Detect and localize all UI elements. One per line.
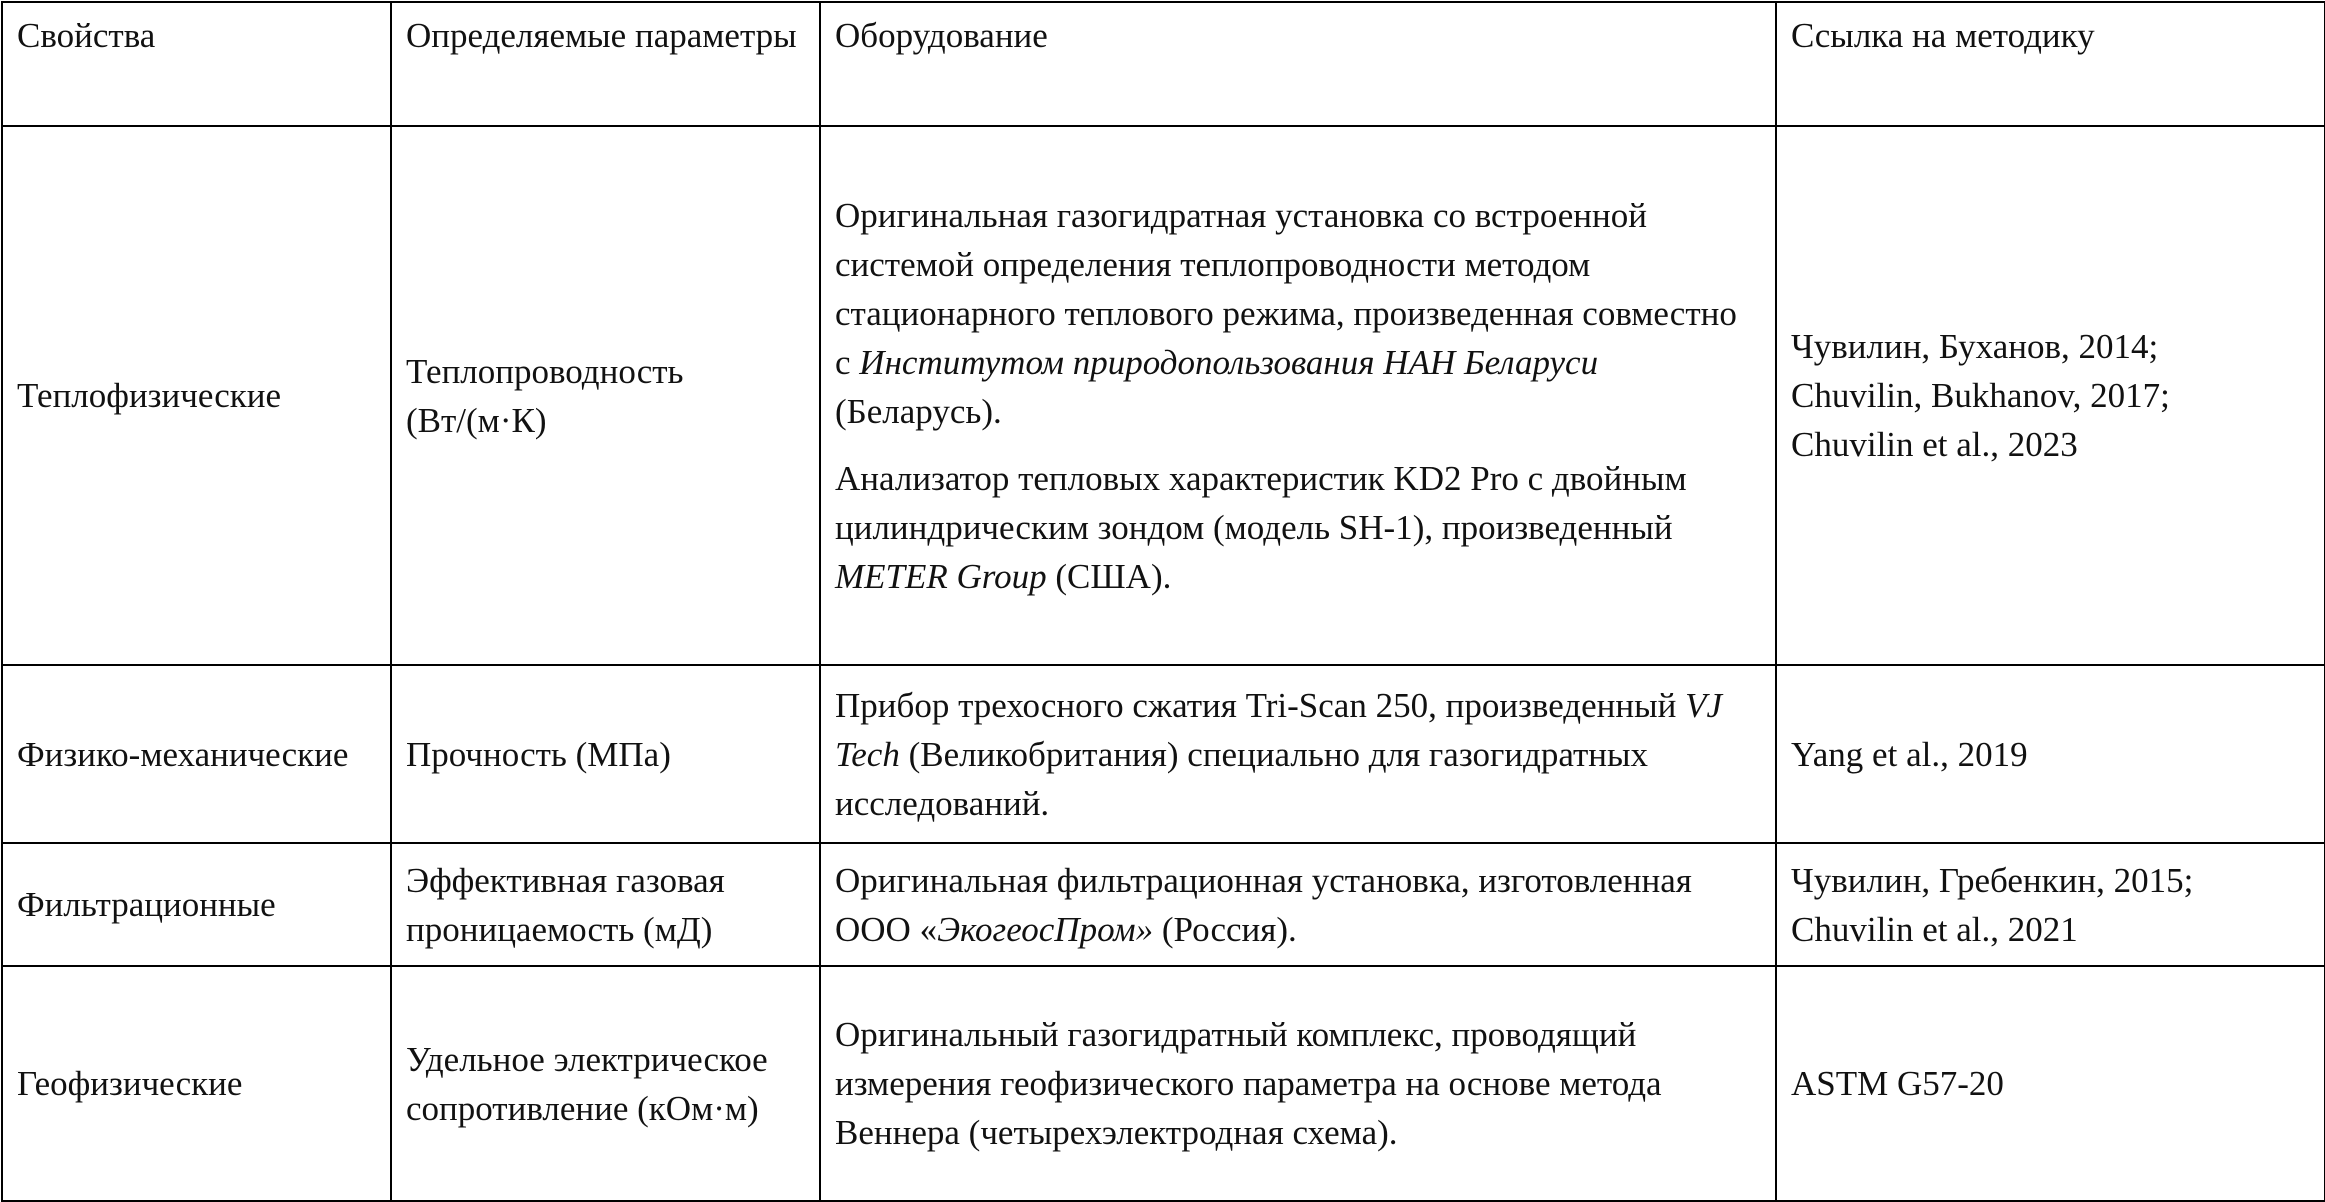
equipment-cell bbox=[820, 126, 1776, 665]
table-row bbox=[2, 665, 2325, 843]
equipment-text: (Беларусь). bbox=[835, 391, 1002, 431]
equipment-text: (Великобритания) специально для газогидратных исследований. bbox=[835, 734, 1649, 823]
reference-cell bbox=[1776, 843, 2325, 966]
equipment-text: (Россия). bbox=[1153, 909, 1297, 949]
property-cell: Теплофизические bbox=[2, 126, 391, 665]
header-parameters: Определяемые параметры bbox=[391, 2, 820, 126]
property-cell: Геофизические bbox=[2, 966, 391, 1201]
reference-line: Чувилин, Буханов, 2014; bbox=[1791, 327, 2159, 366]
reference-line: Чувилин, Гребенкин, 2015; bbox=[1791, 860, 2194, 900]
equipment-paragraph bbox=[835, 191, 1761, 436]
reference-line: Chuvilin, Bukhanov, 2017; bbox=[1791, 376, 2170, 415]
equipment-organization: ЭкогеосПром» bbox=[937, 909, 1154, 949]
equipment-organization: VJ Tech bbox=[835, 685, 1722, 774]
equipment-text: (США). bbox=[1046, 556, 1172, 596]
reference-cell: ASTM G57-20 bbox=[1776, 966, 2325, 1201]
table-row bbox=[2, 843, 2325, 966]
equipment-paragraph bbox=[835, 454, 1761, 601]
table-row bbox=[2, 966, 2325, 1201]
equipment-cell bbox=[820, 665, 1776, 843]
equipment-organization: Институтом природопользования НАН Беларуси bbox=[859, 342, 1599, 382]
equipment-text: Оригинальная фильтрационная установка, изготовленная ООО « bbox=[835, 860, 1692, 949]
property-cell: Фильтрационные bbox=[2, 843, 391, 966]
header-properties: Свойства bbox=[2, 2, 391, 126]
table-header-row bbox=[2, 2, 2325, 126]
parameter-cell: Удельное электрическое сопротивление (кОм·м) bbox=[391, 966, 820, 1201]
equipment-text: Оригинальная газогидратная установка со встроенной системой определения теплопроводности методом стационарного теплового режима, произведенная совместно с bbox=[835, 195, 1737, 382]
header-reference: Ссылка на методику bbox=[1776, 2, 2325, 126]
table-row bbox=[2, 126, 2325, 665]
reference-cell: Yang et al., 2019 bbox=[1776, 665, 2325, 843]
equipment-organization: METER Group bbox=[835, 556, 1047, 596]
methods-table bbox=[1, 1, 2325, 1202]
equipment-text: Анализатор тепловых характеристик KD2 Pro с двойным цилиндрическим зондом (модель SH-1), произведенный bbox=[835, 458, 1687, 547]
parameter-cell: Прочность (МПа) bbox=[391, 665, 820, 843]
reference-line: Chuvilin et al., 2021 bbox=[1791, 909, 2078, 949]
reference-line: Chuvilin et al., 2023 bbox=[1791, 425, 2078, 464]
reference-cell bbox=[1776, 126, 2325, 665]
equipment-text: Прибор трехосного сжатия Tri-Scan 250, произведенный bbox=[835, 685, 1686, 725]
parameter-cell: Эффективная газовая проницаемость (мД) bbox=[391, 843, 820, 966]
equipment-cell bbox=[820, 843, 1776, 966]
parameter-cell: Теплопроводность (Вт/(м·К) bbox=[391, 126, 820, 665]
equipment-cell: Оригинальный газогидратный комплекс, проводящий измерения геофизического параметра на основе метода Веннера (четырехэлектродная схема). bbox=[820, 966, 1776, 1201]
header-equipment: Оборудование bbox=[820, 2, 1776, 126]
property-cell: Физико-механические bbox=[2, 665, 391, 843]
